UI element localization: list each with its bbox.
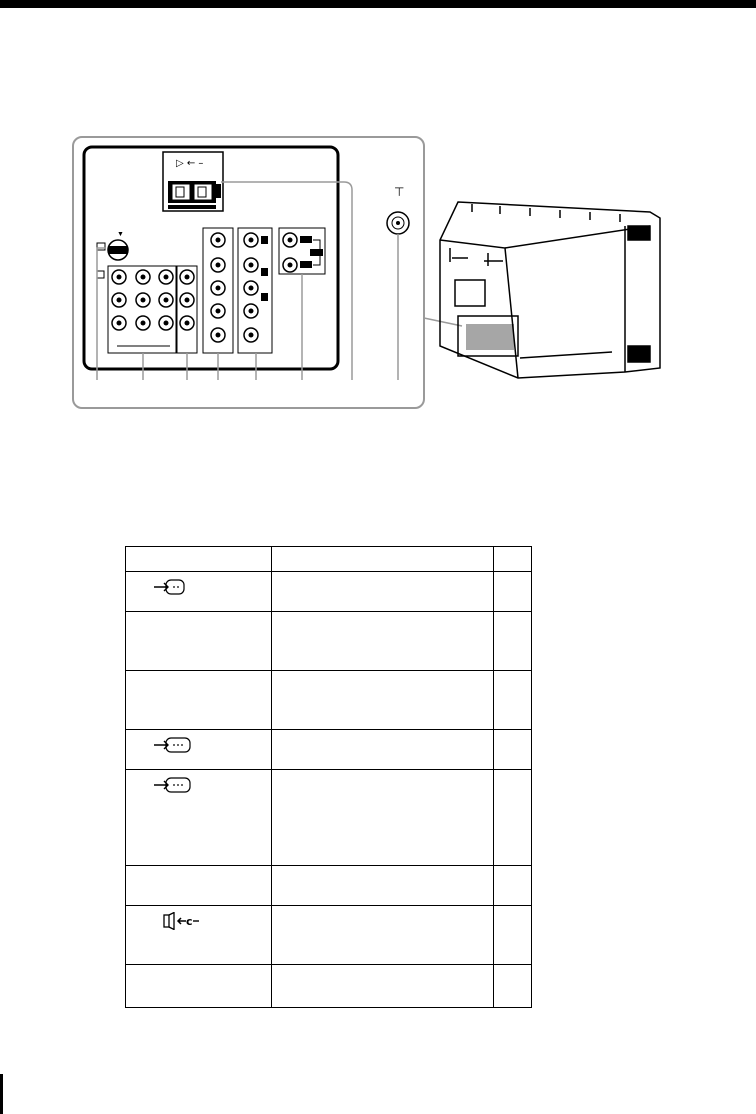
rear-panel-illustration — [0, 0, 756, 420]
row-desc — [272, 730, 494, 770]
table-row — [126, 866, 532, 906]
callout-leaders — [97, 182, 462, 380]
row-name — [126, 965, 272, 1008]
row-page — [494, 965, 532, 1008]
row-page — [494, 612, 532, 671]
input-wide-arrow-icon — [152, 776, 196, 797]
table-row — [126, 730, 532, 770]
table-row — [126, 572, 532, 612]
row-name — [126, 866, 272, 906]
row-desc — [272, 965, 494, 1008]
table-row — [126, 671, 532, 730]
row-desc — [272, 671, 494, 730]
row-page — [494, 770, 532, 866]
row-page — [494, 866, 532, 906]
tv-rear-drawing — [440, 202, 660, 378]
svg-text:▼: ▼ — [117, 231, 124, 238]
output-connector-symbol: ▷ ← – — [176, 158, 204, 169]
row-name — [126, 612, 272, 671]
table-row — [126, 612, 532, 671]
row-page — [494, 671, 532, 730]
table-row — [126, 965, 532, 1008]
antenna-symbol: ⊤ — [394, 185, 405, 199]
svg-text:c: c — [186, 915, 193, 928]
input-wide-arrow-icon — [152, 736, 196, 757]
speaker-arrow-icon — [152, 912, 200, 933]
input-arrow-icon — [152, 578, 192, 599]
header-cell — [126, 547, 272, 572]
connector-table — [125, 546, 532, 1008]
row-name — [126, 671, 272, 730]
row-desc — [272, 866, 494, 906]
row-page — [494, 572, 532, 612]
header-cell — [494, 547, 532, 572]
margin-rule — [0, 1074, 3, 1114]
row-desc — [272, 572, 494, 612]
table-row — [126, 770, 532, 866]
row-desc — [272, 770, 494, 866]
row-desc — [272, 612, 494, 671]
row-page — [494, 906, 532, 965]
row-desc — [272, 906, 494, 965]
header-cell — [272, 547, 494, 572]
figure-frame — [73, 137, 424, 408]
table-header-row — [126, 547, 532, 572]
table-row — [126, 906, 532, 965]
row-page — [494, 730, 532, 770]
